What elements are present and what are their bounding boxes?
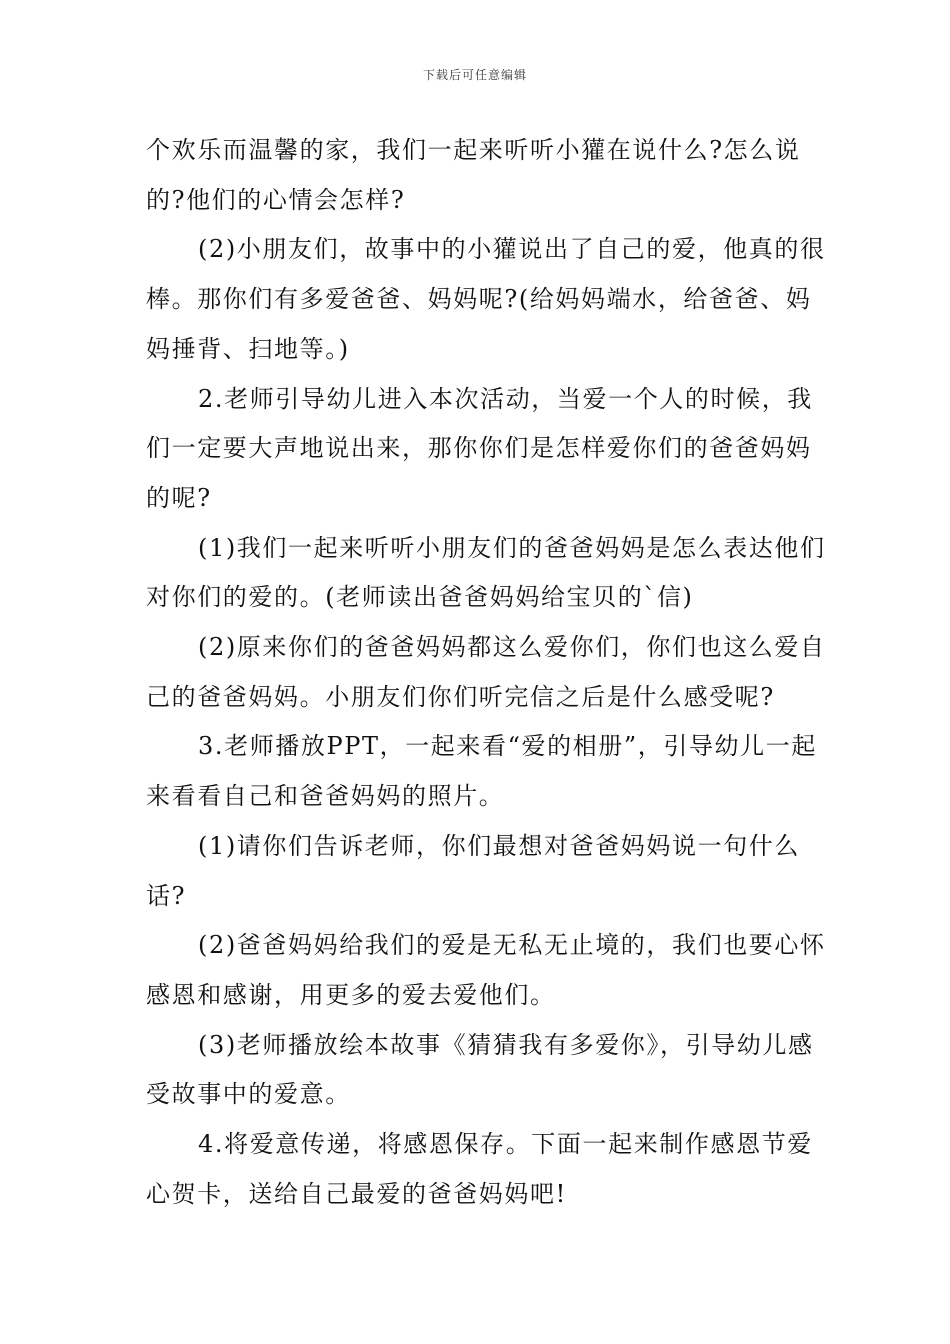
paragraph-2: (2)小朋友们，故事中的小獾说出了自己的爱，他真的很棒。那你们有多爱爸爸、妈妈呢?(给妈妈端水，给爸爸、妈妈捶背、扫地等。) (146, 235, 826, 363)
paragraph-1: 个欢乐而温馨的家，我们一起来听听小獾在说什么?怎么说的?他们的心情会怎样? (146, 136, 801, 214)
paragraph-4: (1)我们一起来听听小朋友们的爸爸妈妈是怎么表达他们对你们的爱的。(老师读出爸爸妈妈给宝贝的`信) (146, 533, 826, 612)
paragraph-8: (2)爸爸妈妈给我们的爱是无私无止境的，我们也要心怀感恩和感谢，用更多的爱去爱他们。 (146, 931, 826, 1009)
page-header: 下载后可任意编辑 (422, 68, 527, 82)
paragraph-5: (2)原来你们的爸爸妈妈都这么爱你们，你们也这么爱自己的爸爸妈妈。小朋友们你们听完信之后是什么感受呢? (146, 633, 826, 711)
paragraph-6: 3.老师播放PPT，一起来看“爱的相册”，引导幼儿一起来看看自己和爸爸妈妈的照片。 (146, 732, 817, 811)
document-body (146, 126, 836, 1219)
paragraph-10: 4.将爱意传递，将感恩保存。下面一起来制作感恩节爱心贺卡，送给自己最爱的爸爸妈妈吧! (146, 1130, 813, 1208)
paragraph-9: (3)老师播放绘本故事《猜猜我有多爱你》，引导幼儿感受故事中的爱意。 (146, 1030, 814, 1109)
paragraph-7: (1)请你们告诉老师，你们最想对爸爸妈妈说一句什么话? (146, 831, 800, 910)
paragraph-3: 2.老师引导幼儿进入本次活动，当爱一个人的时候，我们一定要大声地说出来，那你你们是怎样爱你们的爸爸妈妈的呢? (146, 384, 813, 512)
